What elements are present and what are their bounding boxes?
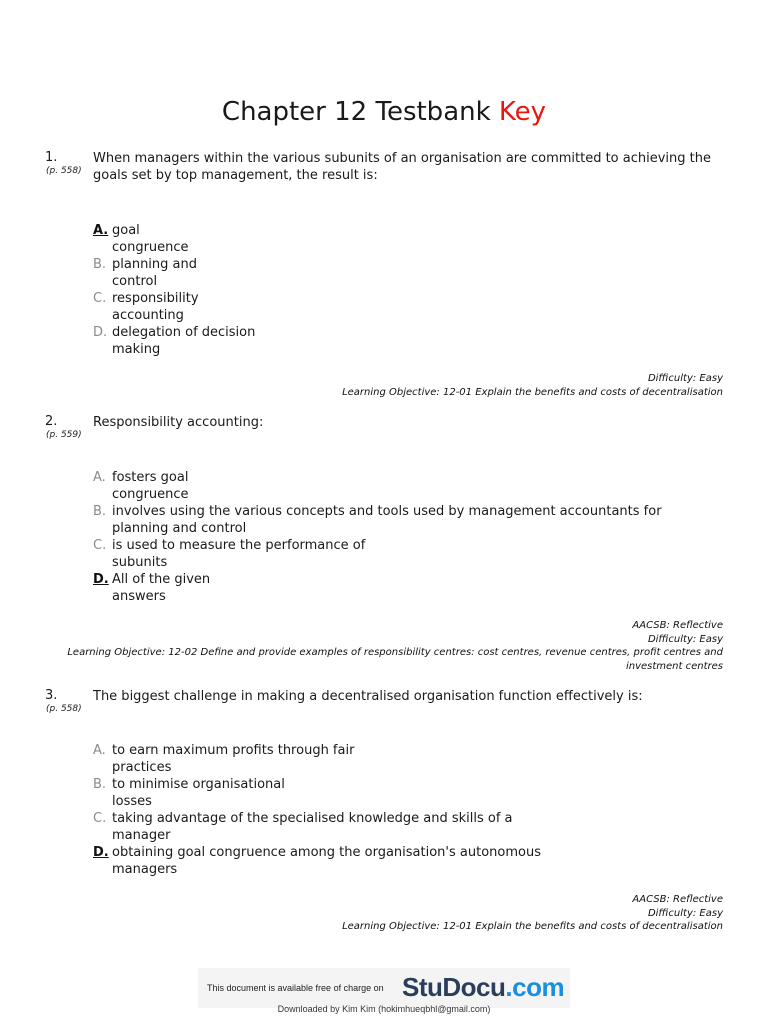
option-c [93, 537, 662, 571]
option-line: planning and control [112, 521, 247, 536]
option-line: congruence [112, 487, 189, 502]
option-d [93, 571, 662, 605]
option-b [93, 503, 662, 537]
option-line: to earn maximum profits through fair [112, 743, 355, 758]
option-line: All of the given [112, 572, 211, 587]
meta-line: Learning Objective: 12-01 Explain the benefits and costs of decentralisation [342, 921, 723, 933]
option-line: goal [112, 223, 140, 238]
answer-options [93, 742, 541, 878]
option-line: accounting [112, 308, 184, 323]
option-line: is used to measure the performance of [112, 538, 366, 553]
studocu-logo[interactable] [402, 972, 564, 1003]
question-page-ref: (p. 558) [46, 166, 82, 176]
option-letter: B. [93, 777, 107, 792]
title-main: Chapter 12 Testbank [221, 97, 491, 128]
meta-line: Learning Objective: 12-02 Define and provide examples of responsibility centres: cost centres, revenue centres, profit centres and [67, 647, 723, 659]
option-line: manager [112, 828, 171, 843]
option-line: practices [112, 760, 172, 775]
option-b [93, 776, 541, 810]
option-letter: A. [93, 470, 106, 485]
question-text: The biggest challenge in making a decentralised organisation function effectively is: [93, 689, 643, 704]
option-letter: A. [93, 743, 106, 758]
option-line: subunits [112, 555, 168, 570]
option-d [93, 844, 541, 878]
meta-line: Difficulty: Easy [647, 633, 723, 645]
option-line: taking advantage of the specialised knowledge and skills of a [112, 811, 513, 826]
availability-note: This document is available free of charge on [207, 983, 384, 993]
option-line: losses [112, 794, 152, 809]
question-page-ref: (p. 558) [46, 704, 82, 714]
page-title [0, 97, 768, 127]
question-page-ref: (p. 559) [46, 430, 82, 440]
option-line: planning and [112, 257, 198, 272]
logo-part-studocu: StuDocu [402, 972, 506, 1002]
question-metadata [342, 372, 723, 399]
meta-line: AACSB: Reflective [632, 894, 723, 905]
option-a [93, 742, 541, 776]
option-letter: B. [93, 504, 107, 519]
answer-options [93, 469, 662, 605]
question-text: Responsibility accounting: [93, 415, 264, 430]
option-letter: B. [93, 257, 107, 272]
logo-part-com: .com [505, 972, 565, 1002]
meta-line: AACSB: Reflective [632, 620, 723, 631]
option-a [93, 469, 662, 503]
question-number: 1. [45, 150, 58, 165]
meta-line: Learning Objective: 12-01 Explain the benefits and costs of decentralisation [342, 386, 723, 398]
option-letter: C. [93, 811, 107, 826]
option-line: delegation of decision [112, 325, 256, 340]
option-letter: D. [93, 845, 109, 860]
option-d [93, 324, 255, 358]
option-b [93, 256, 255, 290]
option-a [93, 222, 255, 256]
question-text: When managers within the various subunits of an organisation are committed to achieving the goals set by top management, the result is: [93, 151, 711, 183]
question-number: 2. [45, 414, 58, 429]
answer-options [93, 222, 255, 358]
meta-line: investment centres [625, 661, 723, 673]
option-c [93, 290, 255, 324]
option-line: obtaining goal congruence among the organisation's autonomous [112, 845, 541, 860]
downloaded-by-note: Downloaded by Kim Kim (hokimhueqbhl@gmail.com) [277, 1004, 491, 1014]
option-line: managers [112, 862, 178, 877]
option-letter: C. [93, 291, 107, 306]
option-line: control [112, 274, 158, 289]
option-line: involves using the various concepts and tools used by management accountants for [112, 504, 662, 519]
option-line: fosters goal [112, 470, 189, 485]
option-line: to minimise organisational [112, 777, 285, 792]
option-letter: D. [93, 572, 109, 587]
option-line: making [112, 342, 161, 357]
question-number: 3. [45, 688, 58, 703]
option-letter: C. [93, 538, 107, 553]
option-line: congruence [112, 240, 189, 255]
option-line: responsibility [112, 291, 199, 306]
meta-line: Difficulty: Easy [647, 907, 723, 919]
question-metadata [43, 619, 723, 674]
option-c [93, 810, 541, 844]
option-line: answers [112, 589, 166, 604]
option-letter: A. [93, 223, 109, 238]
title-key: Key [498, 97, 547, 128]
meta-line: Difficulty: Easy [647, 373, 723, 384]
question-metadata [342, 893, 723, 934]
option-letter: D. [93, 325, 108, 340]
